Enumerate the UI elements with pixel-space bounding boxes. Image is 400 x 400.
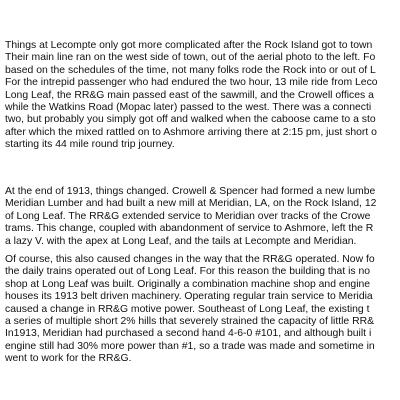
- text-line: Their main line ran on the west side of town, out of the aerial photo to the left. Fo: [5, 52, 376, 64]
- paragraph-lecompte: [0, 40, 400, 152]
- text-line: the daily trains operated out of Long Leaf. For this reason the building that is no: [5, 266, 371, 278]
- text-line: while the Watkins Road (Mopac later) passed to the west. There was a connecti: [5, 102, 372, 114]
- text-line: a series of multiple short 2% hills that severely strained the capacity of little RR&: [5, 316, 375, 328]
- paragraph-operations: [0, 254, 400, 366]
- text-line: after which the mixed rattled on to Ashmore arriving there at 2:15 pm, just short o: [5, 126, 377, 138]
- text-line: At the end of 1913, things changed. Crowell & Spencer had formed a new lumbe: [5, 186, 376, 197]
- text-line: of Long Leaf. The RR&G extended service to Meridian over tracks of the Crowe: [5, 210, 371, 222]
- text-line: a lazy V. with the apex at Long Leaf, and the tails at Lecompte and Meridian.: [5, 235, 357, 247]
- text-line: starting its 44 mile round trip journey.: [5, 139, 175, 151]
- text-line: Of course, this also caused changes in the way that the RR&G operated. Now fo: [5, 254, 375, 265]
- text-line: houses its 1913 belt driven machinery. Operating regular train service to Meridia: [5, 291, 373, 303]
- text-line: engine still had 30% more power than #1, so a trade was made and sometime in: [5, 340, 375, 352]
- text-line: Meridian Lumber and had built a new mill at Meridian, LA, on the Rock Island, 12: [5, 198, 377, 210]
- text-line: Long Leaf, the RR&G main passed east of the sawmill, and the Crowell offices a: [5, 89, 374, 101]
- paragraph-1913-changes: [0, 186, 400, 248]
- text-line: Things at Lecompte only got more complicated after the Rock Island got to town: [5, 40, 373, 51]
- text-line: caused a change in RR&G motive power. Southeast of Long Leaf, the existing t: [5, 303, 370, 315]
- text-line: trams. This change, coupled with abandonment of service to Ashmore, left the R: [5, 223, 374, 235]
- text-line: For the intrepid passenger who had endured the two hour, 13 mile ride from Leco: [5, 77, 378, 89]
- text-line: based on the schedules of the time, not many folks rode the Rock into or out of L: [5, 64, 376, 76]
- text-line: went to work for the RR&G.: [5, 353, 132, 365]
- text-line: two, but probably you simply got off and walked when the caboose came to a sto: [5, 114, 376, 126]
- text-line: In1913, Meridian had purchased a second hand 4-6-0 #101, and although built i: [5, 328, 372, 340]
- text-line: shop at Long Leaf was built. Originally a combination machine shop and engine: [5, 278, 371, 290]
